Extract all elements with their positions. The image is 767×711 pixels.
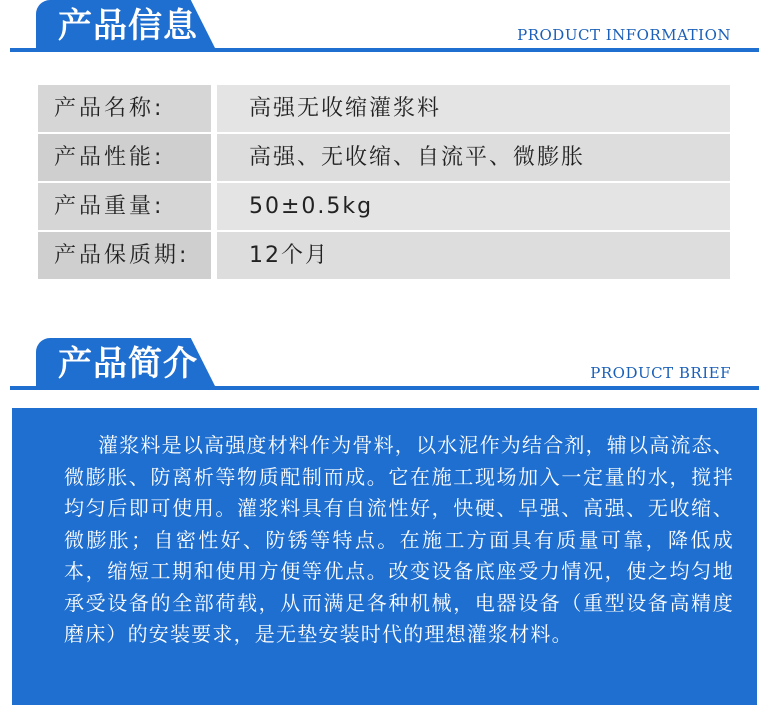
product-info-header bbox=[0, 0, 767, 56]
table-row bbox=[38, 85, 730, 132]
row-value: 12个月 bbox=[217, 232, 730, 279]
section-divider bbox=[10, 386, 759, 390]
section-subtitle-en: PRODUCT INFORMATION bbox=[517, 26, 731, 44]
row-label: 产品名称: bbox=[38, 85, 211, 132]
table-row bbox=[38, 183, 730, 230]
product-brief-box bbox=[12, 408, 757, 705]
row-value: 50±0.5kg bbox=[217, 183, 730, 230]
table-row bbox=[38, 134, 730, 181]
section-divider bbox=[10, 48, 759, 52]
row-value: 高强无收缩灌浆料 bbox=[217, 85, 730, 132]
product-brief-header bbox=[0, 338, 767, 394]
brief-paragraph: 灌浆料是以高强度材料作为骨料，以水泥作为结合剂，辅以高流态、微膨胀、防离析等物质配制而成。它在施工现场加入一定量的水，搅拌均匀后即可使用。灌浆料具有自流性好，快硬、早强、高强、无收缩、微膨胀；自密性好、防锈等特点。在施工方面具有质量可靠，降低成本，缩短工期和使用方便等优点。改变设备底座受力情况，使之均匀地承受设备的全部荷载，从而满足各种机械，电器设备（重型设备高精度磨床）的安装要求，是无垫安装时代的理想灌浆材料。 bbox=[64, 433, 734, 646]
section-title: 产品简介 bbox=[58, 344, 198, 384]
section-title: 产品信息 bbox=[58, 6, 198, 46]
table-row bbox=[38, 232, 730, 279]
section-subtitle-en: PRODUCT BRIEF bbox=[590, 364, 731, 382]
row-label: 产品重量: bbox=[38, 183, 211, 230]
product-info-table bbox=[38, 85, 730, 281]
row-value: 高强、无收缩、自流平、微膨胀 bbox=[217, 134, 730, 181]
row-label: 产品保质期: bbox=[38, 232, 211, 279]
row-label: 产品性能: bbox=[38, 134, 211, 181]
